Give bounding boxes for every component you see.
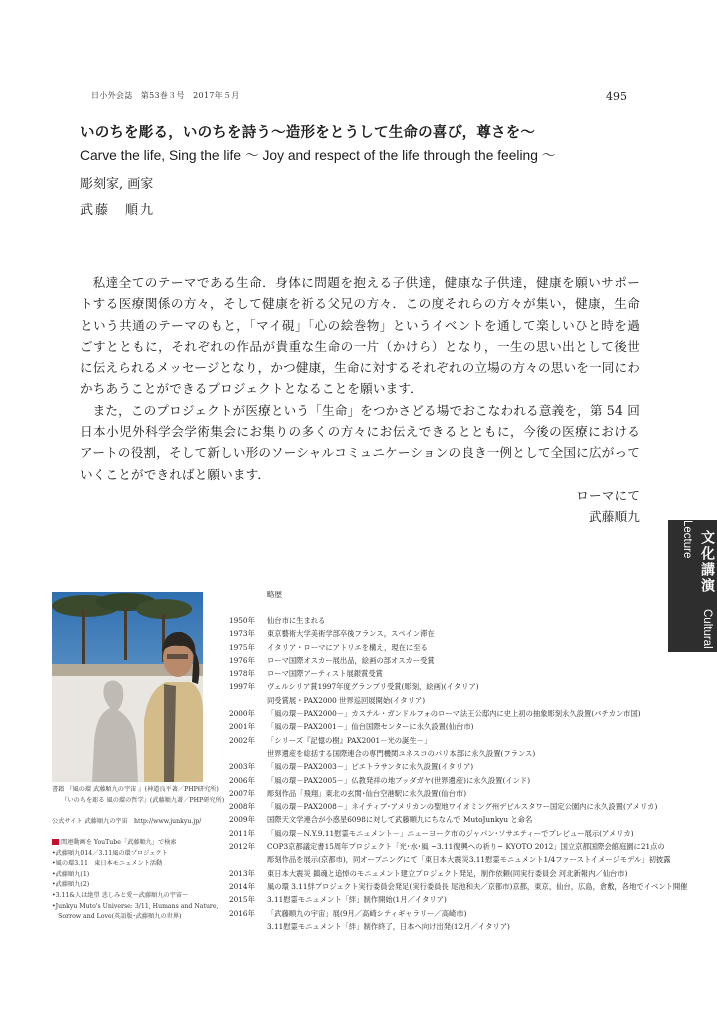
timeline-row (229, 654, 691, 667)
timeline-text: 「風の環－PAX2000－」カステル・ガンドルフォのローマ法王公邸内に史上初の抽象彫刻永久設置(バチカン市国) (267, 709, 641, 719)
timeline-row (229, 734, 691, 747)
timeline-text: ローマ国際アーティスト展銀賞受賞 (267, 669, 383, 679)
body-paragraph: また，このプロジェクトが医療という「生命」をつかさどる場でおこなわれる意義を，第 54 回日本小児外科学会学術集会にお集りの多くの方々にお伝えできるとともに，今後の医療におけるアートの役割，そして新しい形のソーシャルコミュニケーションの良き一例として全国に広がっていくことができればと願います． (80, 402, 640, 482)
caption-line (52, 806, 224, 817)
timeline-year: 2013年 (229, 868, 255, 878)
timeline-year: 1976年 (229, 655, 255, 665)
caption-line: 『いのちを彫る 風の環の哲学』(武藤順九著／PHP研究所) (52, 796, 225, 804)
timeline-year: 2001年 (229, 722, 255, 732)
timeline-text: ローマ国際オスカー展出品，絵画の部オスカー受賞 (267, 655, 435, 665)
timeline-row (229, 614, 691, 627)
page-number: 495 (606, 90, 627, 103)
timeline-year: 1973年 (229, 629, 255, 639)
section-tab-en: Cultural Lecture (681, 520, 713, 649)
video-item: •武藤順九014／3.11風の環プロジェクト (52, 849, 168, 857)
timeline-year (229, 694, 267, 707)
caption-line: 書籍 『風の環 武藤順九の宇宙 』(神道良平著／PHP研究所) (52, 786, 219, 793)
timeline-year: 1997年 (229, 682, 255, 692)
timeline-text: 国際天文学連合が小惑星6098に対して武藤順九にちなんで MutoJunkyu と命名 (267, 815, 533, 825)
author-name: 武藤 順九 (80, 203, 156, 218)
timeline-text: 「武藤順九の宇宙」展(9月／高崎シティギャラリー／高崎市) (267, 908, 467, 918)
youtube-icon (52, 839, 59, 845)
timeline-year: 2003年 (229, 762, 255, 772)
timeline-text: 「風の環－PAX2003－」ピエトラサンタに永久設置(イタリア) (267, 762, 474, 772)
timeline-text: 仙台市に生まれる (267, 616, 326, 625)
body-paragraph: 私達全てのテーマである生命．身体に問題を抱える子供達，健康な子供達，健康を願いサポートする医療関係の方々，そして健康を祈る父兄の方々．この度それらの方々が集い，健康，生命という共通のテーマのもと，「マイ硯」「心の絵巻物」というイベントを通して楽しいひと時を過ごすとともに，それぞれの作品が貴重な生命の一片（かけら）となり，一生の思い出として後世に伝えられるメッセージとなり，かつ健康，生命に対するそれぞれの立場の方々の思いを一同にわかちあうことができるプロジェクトとなることを願います． (80, 275, 640, 397)
timeline-year: 1978年 (229, 669, 255, 679)
timeline-year: 2007年 (229, 788, 255, 798)
youtube-search-line (52, 838, 224, 849)
timeline-row (229, 680, 691, 693)
signature-name: 武藤順九 (589, 509, 640, 525)
timeline-text: 東京藝術大学美術学部卒後フランス，スペイン滞在 (267, 629, 435, 639)
timeline-year: 2006年 (229, 775, 255, 785)
timeline-text: 「風の環－PAX2001－」仙台国際センターに永久設置(仙台市) (267, 722, 474, 732)
timeline-text: 「風の環－PAX2008－」ネイティブ･アメリカンの聖地ワイオミング州デビルスタワー国定公園内に永久設置(アメリカ) (267, 802, 658, 812)
timeline-year: 2014年 (229, 881, 255, 891)
youtube-label: 関連動画を YouTube「武藤順九」で検索 (61, 838, 177, 846)
title-japanese: いのちを彫る，いのちを詩う〜造形をとうして生命の喜び，尊さを〜 (80, 124, 536, 141)
timeline-row (229, 694, 691, 707)
timeline-row (229, 760, 691, 773)
timeline-text: 世界遺産を総括する国際連合の専門機関ユネスコのパリ本部に永久設置(フランス) (267, 748, 536, 758)
timeline-text: イタリア・ローマにアトリエを構え，現在に至る (267, 642, 428, 652)
timeline-year: 2012年 (229, 842, 255, 852)
timeline-row (229, 893, 691, 906)
timeline-text: 「シリーズ『記憶の樹』PAX2001－光の誕生－」 (267, 735, 432, 745)
video-item: •Junkyu Muto's Universe: 3/11, Humans and Nature, (52, 902, 219, 910)
title-english: Carve the life, Sing the life 〜 Joy and respect of the life through the feeling 〜 (80, 148, 556, 163)
timeline-row (229, 707, 691, 720)
caption-line: 公式サイト 武藤順九の宇宙 http://www.junkyu.jp/ (52, 817, 202, 825)
timeline-year: 2002年 (229, 735, 255, 745)
timeline-year: 2011年 (229, 828, 255, 838)
video-item: •武藤順九(1) (52, 870, 90, 878)
timeline-year: 2008年 (229, 802, 255, 812)
section-tab-ja: 文化講演 (699, 530, 715, 594)
timeline-text: 風の環 3.11絆プロジェクト実行委員会発足(実行委員長 尾池和夫／京都市)京都，東京，仙台，広島，倉敷，各地でイベント開催 (267, 881, 688, 891)
timeline-row (229, 787, 691, 800)
timeline-year: 2015年 (229, 895, 255, 905)
timeline-year: 1975年 (229, 642, 255, 652)
timeline-row (229, 720, 691, 733)
timeline-text: 彫刻作品を展示(京都市)，同オープニングにて「東日本大震災3.11慰霊モニュメント1/4ファーストイメージモデル」初披露 (267, 855, 671, 865)
author-photo-image (52, 592, 203, 782)
timeline-row (229, 800, 691, 813)
timeline-text: 東日本大震災 鎮魂と追悼のモニュメント建立プロジェクト発足，制作依頼(同実行委員会 河北新報内／仙台市) (267, 868, 628, 878)
timeline-row (229, 774, 691, 787)
photo-caption (52, 785, 224, 923)
timeline-row (229, 920, 691, 933)
timeline-text: 3.11慰霊モニュメント「絆」制作開始(1月／イタリア) (267, 895, 447, 905)
video-item: •風の環3.11 東日本モニュメント活動 (52, 860, 163, 868)
timeline-row (229, 627, 691, 640)
timeline-text: 「風の環－N.Y.9.11慰霊モニュメント－」ニューヨーク市のジャパン･ソサエティーでプレビュー展示(アメリカ) (267, 828, 634, 838)
journal-header: 日小外会誌 第53巻３号 2017年５月 (91, 91, 240, 100)
signature-place: ローマにて (576, 487, 640, 503)
timeline-year: 2009年 (229, 815, 255, 825)
timeline-year (229, 853, 267, 866)
timeline-row (229, 907, 691, 920)
timeline-row (229, 813, 691, 826)
biography-timeline (229, 589, 691, 933)
timeline-text: 同受賞展・PAX2000 世界巡回展開始(イタリア) (267, 695, 426, 705)
caption-line (52, 827, 224, 838)
author-photo (52, 592, 203, 782)
timeline-row (229, 840, 691, 853)
video-item: •3.11&人は絶望 悲しみと愛〜武藤順九の宇宙〜 (52, 891, 189, 899)
timeline-text: 3.11慰霊モニュメント「絆」制作終了，日本へ向け出発(12月／イタリア) (267, 921, 510, 931)
timeline-row (229, 827, 691, 840)
timeline-year: 1950年 (229, 616, 255, 625)
timeline-row (229, 641, 691, 654)
timeline-row (229, 867, 691, 880)
timeline-year: 2000年 (229, 709, 255, 719)
timeline-year (229, 747, 267, 760)
timeline-text: 彫刻作品「飛翔」東北の玄関･仙台空港駅に永久設置(仙台市) (267, 788, 467, 798)
timeline-row (229, 747, 691, 760)
timeline-text: COP3京都議定書15周年プロジェクト「光･水･風 ~3.11復興への祈り~ KYOTO 2012」国立京都国際会館庭園に21点の (267, 842, 665, 852)
timeline-year (229, 920, 267, 933)
timeline-row (229, 880, 691, 893)
video-item: •武藤順九(2) (52, 881, 90, 889)
timeline-text: ヴェルシリア賞1997年度グランプリ受賞(彫刻，絵画)(イタリア) (267, 682, 479, 692)
article-body (80, 272, 640, 528)
timeline-heading: 略歴 (267, 590, 282, 599)
author-affiliation: 彫刻家, 画家 (80, 177, 154, 192)
timeline-row (229, 667, 691, 680)
video-item: Sorrow and Love(英語版･武藤順九の世界) (52, 913, 182, 921)
timeline-text: 「風の環－PAX2005－」仏教発祥の地ブッダガヤ(世界遺産)に永久設置(インド) (267, 775, 531, 785)
timeline-row (229, 853, 691, 866)
timeline-year: 2016年 (229, 908, 255, 918)
